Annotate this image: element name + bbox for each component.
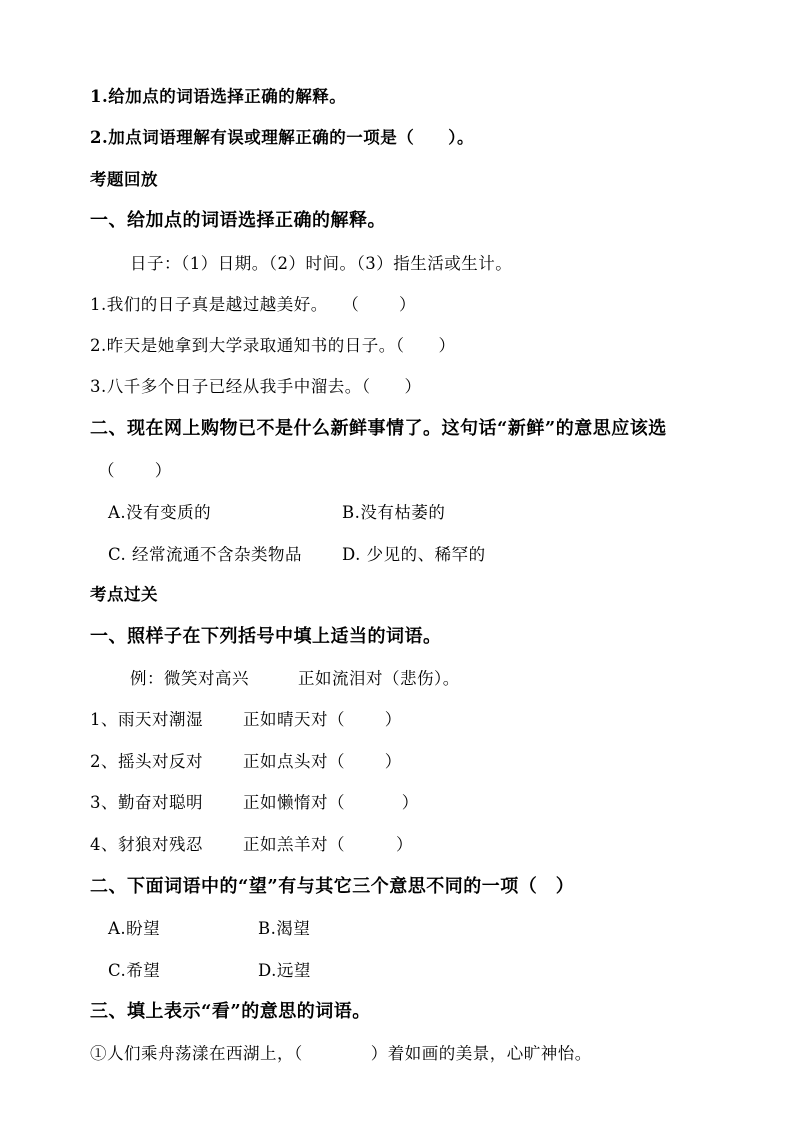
analogy-left: 2、摇头对反对 — [90, 752, 203, 771]
option-a: A.盼望 — [108, 919, 161, 938]
question-2-heading: 二、现在网上购物已不是什么新鲜事情了。这句话“新鲜”的意思应该选 — [90, 418, 667, 439]
analogy-left: 4、豺狼对残忍 — [90, 835, 203, 854]
section-title-practice: 考点过关 — [90, 585, 158, 604]
definition-line: 日子：（1）日期。（2）时间。（3）指生活或生计。 — [130, 254, 513, 273]
fill-blank-item: ①人们乘舟荡漾在西湖上，（ ）着如画的美景，心旷神怡。 — [90, 1044, 592, 1063]
option-c: C. 经常流通不含杂类物品 — [108, 545, 303, 564]
practice-2-heading: 二、下面词语中的“望”有与其它三个意思不同的一项（ ） — [90, 876, 575, 897]
practice-1-heading: 一、照样子在下列括号中填上适当的词语。 — [90, 626, 442, 647]
analogy-right: 正如晴天对（ ） — [243, 710, 402, 729]
instruction-2: 2.加点词语理解有误或理解正确的一项是（ ）。 — [90, 128, 474, 147]
option-b: B.渴望 — [258, 919, 311, 938]
practice-3-heading: 三、填上表示“看”的意思的词语。 — [90, 1001, 371, 1022]
section-title-review: 考题回放 — [90, 170, 158, 189]
option-a: A.没有变质的 — [108, 503, 212, 522]
analogy-right: 正如懒惰对（ ） — [243, 793, 419, 812]
example-left: 例：微笑对高兴 — [130, 669, 249, 688]
question-item: 2.昨天是她拿到大学录取通知书的日子。（ ） — [90, 336, 456, 355]
question-1-heading: 一、给加点的词语选择正确的解释。 — [90, 210, 386, 231]
example-right: 正如流泪对（悲伤）。 — [298, 669, 460, 688]
analogy-right: 正如点头对（ ） — [243, 752, 402, 771]
option-b: B.没有枯萎的 — [342, 503, 446, 522]
analogy-right: 正如羔羊对（ ） — [243, 835, 413, 854]
instruction-1: 1.给加点的词语选择正确的解释。 — [90, 87, 347, 106]
question-item: 3.八千多个日子已经从我手中溜去。（ ） — [90, 377, 422, 396]
option-c: C.希望 — [108, 961, 161, 980]
option-d: D.远望 — [258, 961, 311, 980]
question-item: 1.我们的日子真是越过越美好。 （ ） — [90, 295, 416, 314]
answer-blank: （ ） — [98, 461, 172, 480]
analogy-left: 3、勤奋对聪明 — [90, 793, 203, 812]
analogy-left: 1、雨天对潮湿 — [90, 710, 203, 729]
option-d: D. 少见的、稀罕的 — [342, 545, 486, 564]
